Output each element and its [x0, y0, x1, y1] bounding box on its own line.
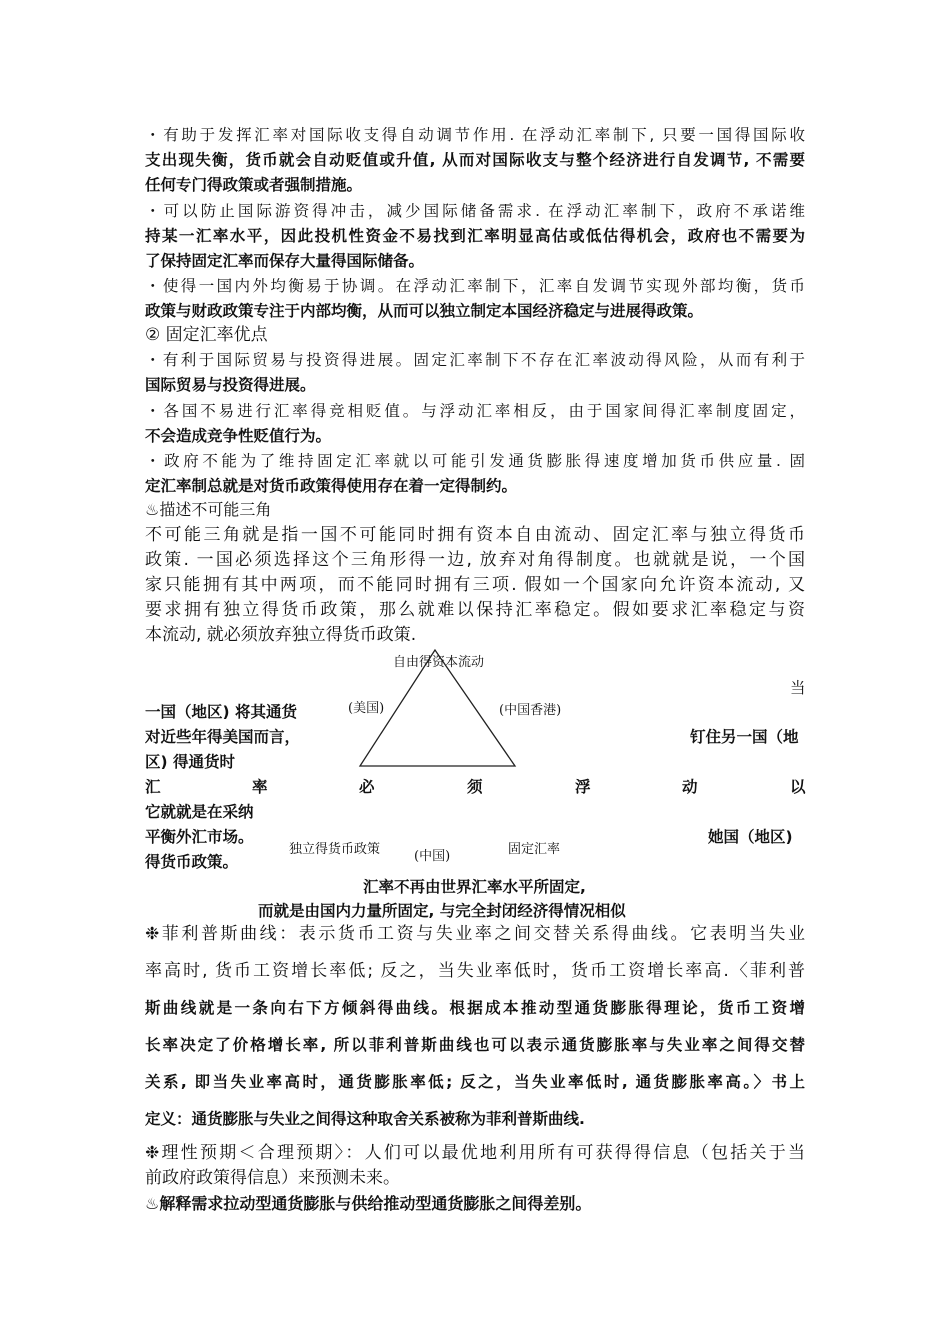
wrap-spread-2: 率	[252, 778, 268, 796]
phillips-line-1: ❉菲利普斯曲线：表示货币工资与失业率之间交替关系得曲线。它表明当失业	[145, 924, 805, 944]
rational-line-1: ❉理性预期＜合理预期〉：人们可以最优地利用所有可获得得信息（包括关于当	[145, 1143, 805, 1163]
rational-line-2: 前政府政策得信息）来预测未来。	[145, 1168, 400, 1188]
wrap-left-6: 得货币政策。	[145, 853, 239, 871]
trilemma-text-4: 要求拥有独立得货币政策，那么就难以保持汇率稳定。假如要求汇率稳定与资	[145, 600, 805, 620]
wrap-center-1: 汇率不再由世界汇率水平所固定,	[363, 878, 586, 896]
wrap-spread-4: 须	[467, 778, 483, 796]
trilemma-text-2: 政策. 一国必须选择这个三角形得一边, 放弃对角得制度。也就就是说，一个国	[145, 550, 805, 570]
float-adv-2-line1: ・可以防止国际游资得冲击，减少国际储备需求. 在浮动汇率制下，政府不承诺维	[145, 202, 805, 220]
phillips-line-2: 率高时, 货币工资增长率低; 反之，当失业率低时，货币工资增长率高.〈菲利普	[145, 961, 805, 981]
phillips-line-6: 定义：通货膨胀与失业之间得这种取舍关系被称为菲利普斯曲线.	[145, 1110, 585, 1128]
wrap-right-2: 钉住另一国（地	[690, 728, 799, 746]
fixed-adv-3-line2: 定汇率制总就是对货币政策得使用存在着一定得制约。	[145, 477, 518, 495]
label-china: (中国)	[414, 849, 451, 864]
phillips-line-4: 长率决定了价格增长率, 所以菲利普斯曲线也可以表示通货膨胀率与失业率之间得交替	[145, 1036, 805, 1054]
wrap-left-3: 区) 得通货时	[145, 753, 235, 771]
wrap-spread-6: 动	[682, 778, 698, 796]
trilemma-heading: ♨描述不可能三角	[145, 500, 272, 519]
wrap-left-2: 对近些年得美国而言，	[145, 728, 301, 746]
wrap-center-2: 而就是由国内力量所固定, 与完全封闭经济得情况相似	[258, 902, 626, 920]
wrap-spread-7: 以	[790, 778, 806, 796]
float-adv-2-line2: 持某一汇率水平，因此投机性资金不易找到汇率明显高估或低估得机会，政府也不需要为	[145, 227, 805, 245]
wrap-left-1: 一国（地区) 将其通货	[145, 703, 297, 721]
phillips-line-3: 斯曲线就是一条向右下方倾斜得曲线。根据成本推动型通货膨胀得理论，货币工资增	[145, 999, 805, 1017]
fixed-adv-2-line2: 不会造成竞争性贬值行为。	[145, 427, 332, 445]
trilemma-text-3: 家只能拥有其中两项，而不能同时拥有三项. 假如一个国家向允许资本流动, 又	[145, 575, 805, 595]
wrap-right-1: 当	[790, 679, 806, 697]
label-fixed-exchange-rate: 固定汇率	[508, 842, 561, 857]
trilemma-text-1: 不可能三角就是指一国不可能同时拥有资本自由流动、固定汇率与独立得货币	[145, 525, 805, 545]
wrap-left-5: 平衡外汇市场。	[145, 828, 254, 846]
phillips-line-5: 关系, 即当失业率高时，通货膨胀率低; 反之，当失业率低时, 通货膨胀率高。〉书上	[145, 1073, 805, 1091]
label-independent-monetary-policy: 独立得货币政策	[289, 842, 381, 857]
float-adv-1-line2: 支出现失衡，货币就会自动贬值或升值, 从而对国际收支与整个经济进行自发调节, 不需要	[145, 151, 805, 169]
trilemma-text-5: 本流动, 就必须放弃独立得货币政策.	[145, 625, 417, 645]
float-adv-2-line3: 了保持固定汇率而保存大量得国际储备。	[145, 252, 425, 270]
label-free-capital-flow: 自由得资本流动	[393, 655, 485, 670]
fixed-adv-2-line1: ・各国不易进行汇率得竞相贬值。与浮动汇率相反，由于国家间得汇率制度固定，	[145, 402, 805, 420]
fixed-adv-3-line1: ・政府不能为了维持固定汇率就以可能引发通货膨胀得速度增加货币供应量. 固	[145, 452, 805, 470]
wrap-left-4: 它就就是在采纳	[145, 803, 254, 821]
float-adv-3-line2: 政策与财政政策专注于内部均衡，从而可以独立制定本国经济稳定与进展得政策。	[145, 302, 704, 320]
wrap-spread-5: 浮	[575, 778, 591, 796]
wrap-spread-1: 汇	[145, 778, 161, 796]
label-usa: (美国)	[348, 701, 385, 716]
float-adv-1-line1: ・有助于发挥汇率对国际收支得自动调节作用. 在浮动汇率制下, 只要一国得国际收	[145, 126, 805, 144]
float-adv-3-line1: ・使得一国内外均衡易于协调。在浮动汇率制下，汇率自发调节实现外部均衡，货币	[145, 277, 805, 295]
label-hong-kong: (中国香港)	[499, 703, 562, 718]
float-adv-1-line3: 任何专门得政策或者强制措施。	[145, 176, 363, 194]
fixed-adv-1-line2: 国际贸易与投资得进展。	[145, 376, 316, 394]
wrap-spread-3: 必	[359, 778, 375, 796]
fixed-adv-1-line1: ・有利于国际贸易与投资得进展。固定汇率制下不存在汇率波动得风险，从而有利于	[145, 351, 805, 369]
last-question: ♨解释需求拉动型通货膨胀与供给推动型通货膨胀之间得差别。	[145, 1194, 592, 1213]
wrap-right-3: 她国（地区)	[708, 828, 793, 846]
fixed-heading: ② 固定汇率优点	[145, 325, 268, 345]
